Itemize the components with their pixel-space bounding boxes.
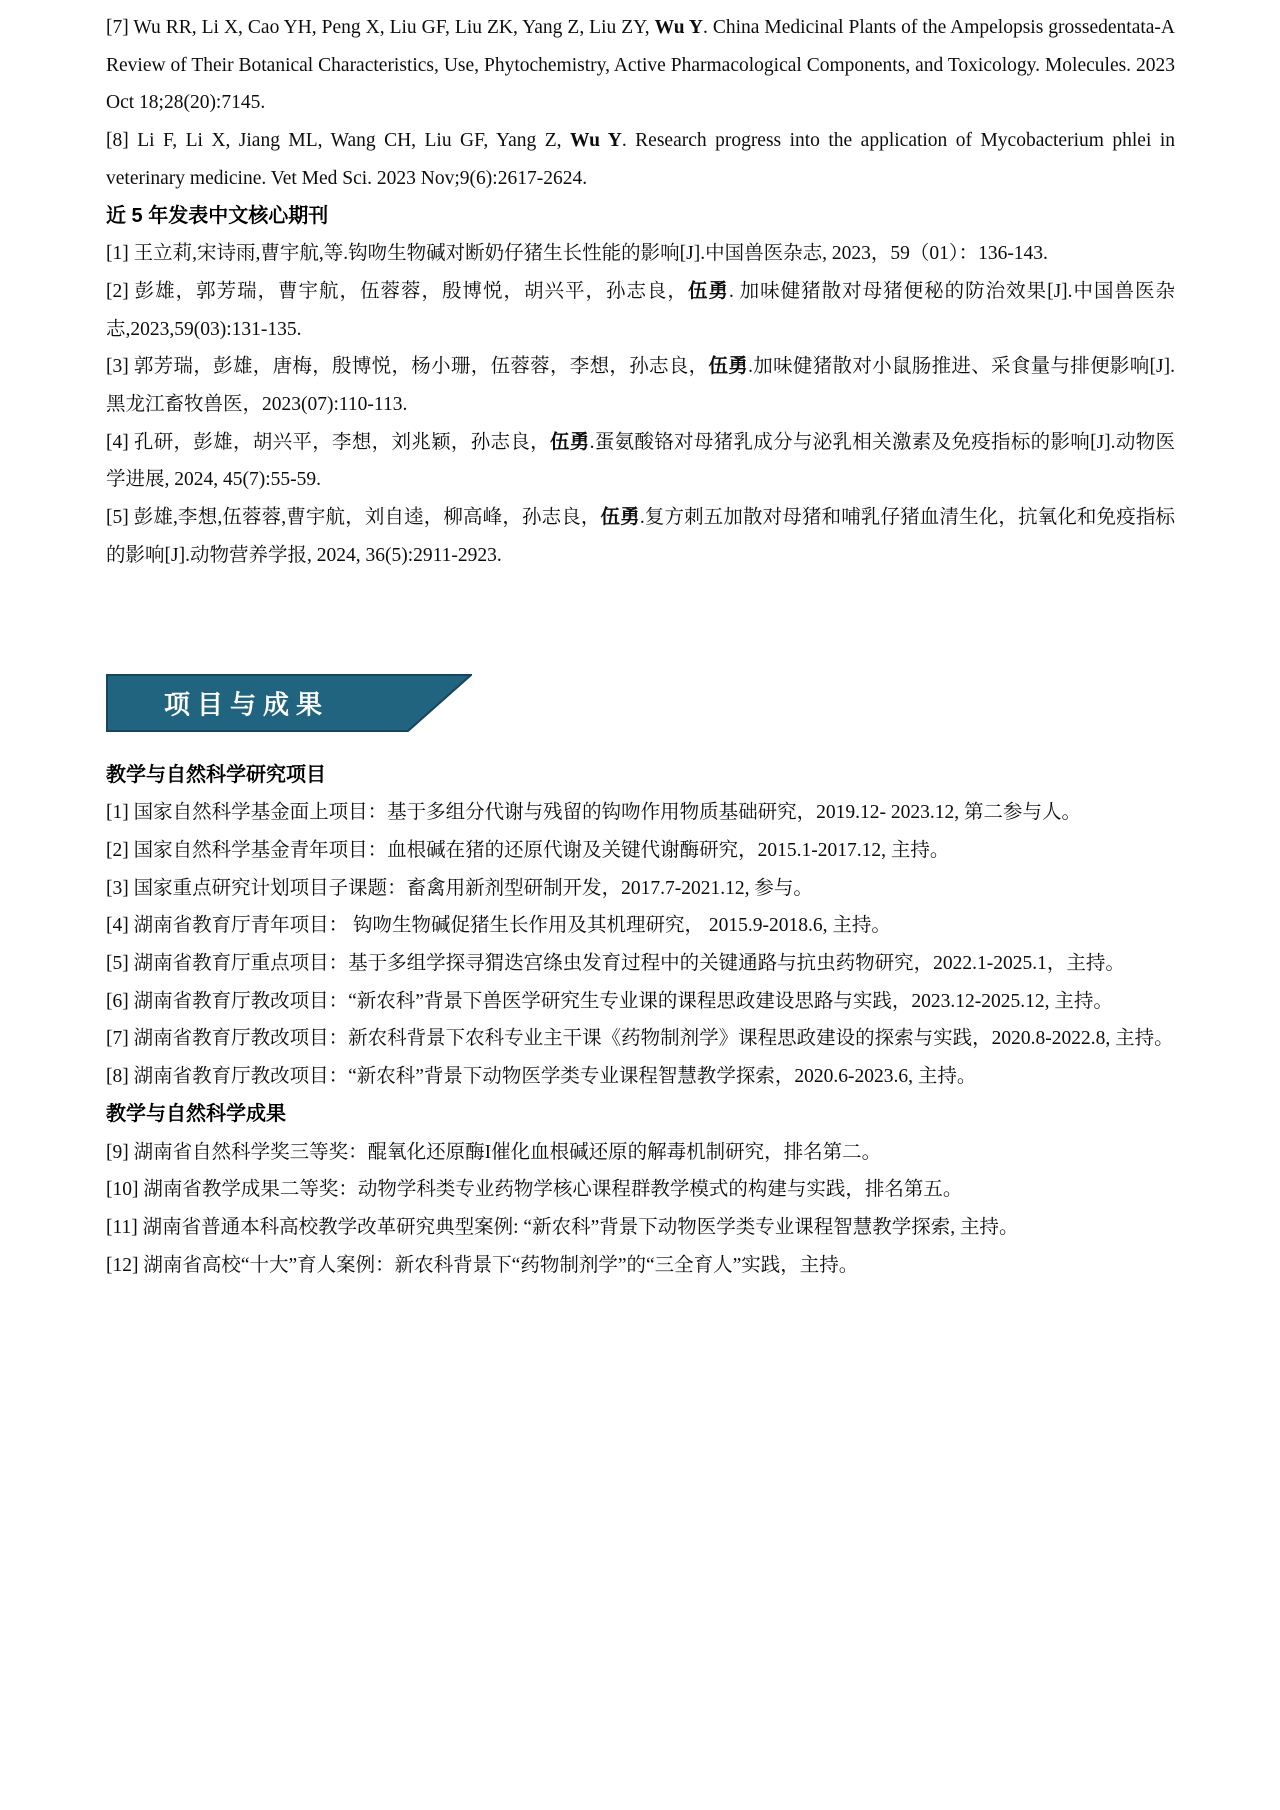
author-highlight: 伍勇 (600, 507, 640, 529)
reference-text: .复方刺五加散对母猪和哺乳仔猪血清生化，抗氧化和免疫指标的影响[J].动物营养学报, 2024, 36(5):2911-2923. (106, 507, 1175, 566)
reference-item (106, 122, 1175, 197)
section-heading-chinese-journals: 近 5 年发表中文核心期刊 (106, 204, 329, 227)
english-publication-list (106, 9, 1175, 198)
achievement-item: [11] 湖南省普通本科高校教学改革研究典型案例: “新农科”背景下动物医学类专业课程智慧教学探索, 主持。 (106, 1216, 1019, 1238)
reference-text: .蛋氨酸铬对母猪乳成分与泌乳相关激素及免疫指标的影响[J].动物医学进展, 2024, 45(7):55-59. (106, 431, 1175, 491)
reference-item (106, 424, 1175, 499)
banner-title: 项目与成果 (164, 689, 330, 720)
achievement-item: [12] 湖南省高校“十大”育人案例：新农科背景下“药物制剂学”的“三全育人”实践，主持。 (106, 1254, 859, 1276)
author-highlight: 伍勇 (687, 280, 729, 302)
section-heading-projects: 教学与自然科学研究项目 (106, 763, 326, 786)
author-highlight: 伍勇 (708, 356, 749, 378)
reference-item (106, 273, 1175, 348)
reference-text: . 加味健猪散对母猪便秘的防治效果[J].中国兽医杂志,2023,59(03):131-135. (106, 280, 1175, 340)
reference-item (106, 348, 1175, 423)
reference-item (106, 9, 1175, 122)
author-highlight: Wu Y (654, 17, 703, 38)
reference-text: . China Medicinal Plants of the Ampelopsis grossedentata-A Review of Their Botanical Characteristics, Use, Phytochemistry, Active Pharmacological Components, and Toxicology. Molecules. 2023 Oct 18;28(20):7145. (106, 17, 1176, 114)
reference-text: [2] 彭雄，郭芳瑞，曹宇航，伍蓉蓉，殷博悦，胡兴平，孙志良， (106, 280, 688, 302)
section-heading-achievements: 教学与自然科学成果 (106, 1102, 286, 1125)
project-item: [1] 国家自然科学基金面上项目：基于多组分代谢与残留的钩吻作用物质基础研究，2019.12- 2023.12, 第二参与人。 (106, 802, 1081, 824)
project-item: [4] 湖南省教育厅青年项目： 钩吻生物碱促猪生长作用及其机理研究， 2015.9-2018.6, 主持。 (106, 915, 891, 937)
project-item: [3] 国家重点研究计划项目子课题：畜禽用新剂型研制开发，2017.7-2021.12, 参与。 (106, 877, 813, 899)
reference-text: [7] Wu RR, Li X, Cao YH, Peng X, Liu GF, Liu ZK, Yang Z, Liu ZY, (106, 17, 655, 38)
reference-text: [3] 郭芳瑞，彭雄，唐梅，殷博悦，杨小珊，伍蓉蓉，李想，孙志良， (106, 356, 709, 378)
reference-text: [4] 孔研，彭雄，胡兴平，李想，刘兆颖，孙志良， (106, 431, 550, 453)
reference-text: [5] 彭雄,李想,伍蓉蓉,曹宇航，刘自逵，柳高峰，孙志良， (106, 507, 601, 529)
achievement-item: [9] 湖南省自然科学奖三等奖：醌氧化还原酶I催化血根碱还原的解毒机制研究，排名第二。 (106, 1141, 882, 1163)
reference-text: [8] Li F, Li X, Jiang ML, Wang CH, Liu GF, Yang Z, (106, 130, 571, 152)
project-item: [6] 湖南省教育厅教改项目：“新农科”背景下兽医学研究生专业课的课程思政建设思路与实践，2023.12-2025.12, 主持。 (106, 990, 1113, 1012)
achievement-item: [10] 湖南省教学成果二等奖：动物学科类专业药物学核心课程群教学模式的构建与实践，排名第五。 (106, 1179, 963, 1201)
reference-text: [1] 王立莉,宋诗雨,曹宇航,等.钩吻生物碱对断奶仔猪生长性能的影响[J].中国兽医杂志, 2023，59（01）：136-143. (106, 243, 1048, 265)
reference-item (106, 499, 1175, 574)
project-item: [2] 国家自然科学基金青年项目：血根碱在猪的还原代谢及关键代谢酶研究，2015.1-2017.12, 主持。 (106, 839, 950, 861)
project-item: [7] 湖南省教育厅教改项目：新农科背景下农科专业主干课《药物制剂学》课程思政建设的探索与实践，2020.8-2022.8, 主持。 (106, 1028, 1174, 1050)
achievement-list (106, 1134, 1175, 1285)
project-item: [8] 湖南省教育厅教改项目：“新农科”背景下动物医学类专业课程智慧教学探索，2020.6-2023.6, 主持。 (106, 1066, 977, 1088)
project-item: [5] 湖南省教育厅重点项目：基于多组学探寻猬迭宫绦虫发育过程中的关键通路与抗虫药物研究，2022.1-2025.1，主持。 (106, 953, 1125, 975)
section-banner (106, 674, 472, 732)
reference-text: . Research progress into the application of Mycobacterium phlei in veterinary medicine. Vet Med Sci. 2023 Nov;9(6):2617-2624. (106, 130, 1175, 189)
author-highlight: Wu Y (570, 130, 622, 152)
chinese-journal-list (106, 235, 1175, 574)
project-list (106, 794, 1175, 1096)
reference-text: .加味健猪散对小鼠肠推进、采食量与排便影响[J].黑龙江畜牧兽医，2023(07):110-113. (106, 356, 1175, 416)
author-highlight: 伍勇 (549, 431, 590, 453)
reference-item (106, 235, 1175, 273)
